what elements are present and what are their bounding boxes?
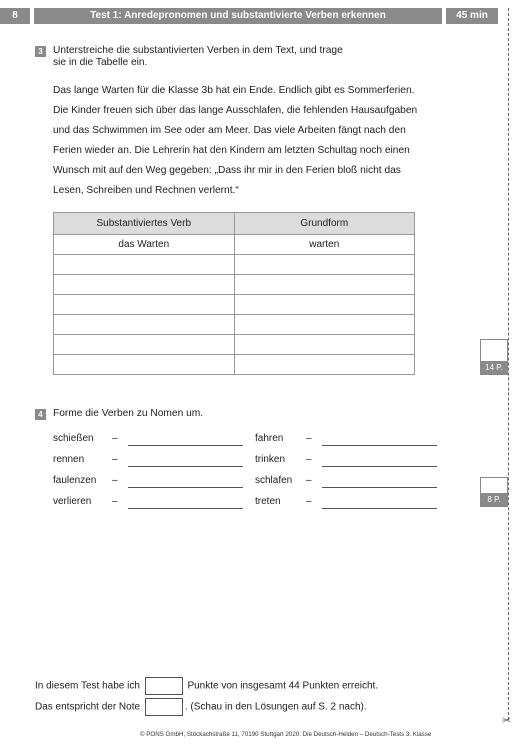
verb-trinken: trinken xyxy=(255,454,286,465)
text-line[interactable]: und das Schwimmen im See oder am Meer. Das viele Arbeiten fängt nach den xyxy=(53,125,406,136)
table-row xyxy=(54,315,415,335)
answer-line-fahren[interactable] xyxy=(322,445,437,446)
task-3-points-box[interactable] xyxy=(480,339,508,375)
task-4-instruction: Forme die Verben zu Nomen um. xyxy=(53,408,204,419)
table-row xyxy=(54,275,415,295)
cut-line xyxy=(508,8,509,720)
grade-text-before: Das entspricht der Note xyxy=(35,701,141,713)
table-cell-verb[interactable] xyxy=(54,255,235,275)
dash: – xyxy=(112,475,118,486)
page-header xyxy=(0,8,500,24)
answer-line-schlafen[interactable] xyxy=(322,487,437,488)
scissors-icon: ✂ xyxy=(502,715,512,727)
copyright: © PONS GmbH, Stöckachstraße 11, 70190 Stuttgart 2020. Die Deutsch-Helden – Deutsch-Tests 3. Klasse xyxy=(140,731,432,738)
dash: – xyxy=(306,433,312,444)
task-3-text xyxy=(53,81,473,201)
text-line[interactable]: Wunsch mit auf den Weg gegeben: „Dass ihr mir in den Ferien bloß nicht das xyxy=(53,165,401,176)
verb-faulenzen: faulenzen xyxy=(53,475,97,486)
table-cell-verb: das Warten xyxy=(54,235,235,255)
verb-fahren: fahren xyxy=(255,433,284,444)
task-3-points: 14 P. xyxy=(481,361,507,374)
task-3-number: 3 xyxy=(35,46,46,57)
task-4-points: 8 P. xyxy=(481,493,507,506)
text-line[interactable]: Die Kinder freuen sich über das lange Ausschlafen, die fehlenden Hausaufgaben xyxy=(53,105,418,116)
answer-line-schiessen[interactable] xyxy=(128,445,243,446)
table-row xyxy=(54,235,415,255)
verb-schlafen: schlafen xyxy=(255,475,293,486)
task-3-instruction-line-2: sie in die Tabelle ein. xyxy=(53,57,148,68)
task-3-instruction-line-1: Unterstreiche die substantivierten Verben in dem Text, und trage xyxy=(53,45,343,56)
table-cell-base[interactable] xyxy=(234,255,414,275)
answer-line-treten[interactable] xyxy=(322,508,437,509)
test-title: Test 1: Anredepronomen und substantivierte Verben erkennen xyxy=(34,8,442,24)
text-line[interactable]: Ferien wieder an. Die Lehrerin hat den Kindern am letzten Schultag noch einen xyxy=(53,145,410,156)
result-line xyxy=(35,677,378,695)
task-4-number: 4 xyxy=(35,409,46,420)
table-cell-verb[interactable] xyxy=(54,275,235,295)
grade-line xyxy=(35,698,367,716)
verb-schiessen: schießen xyxy=(53,433,94,444)
table-cell-base[interactable] xyxy=(234,315,414,335)
table-cell-base[interactable] xyxy=(234,355,414,375)
column-header-base-form: Grundform xyxy=(234,213,414,235)
text-line[interactable]: Lesen, Schreiben und Rechnen verlernt.“ xyxy=(53,185,239,196)
task-3-instruction xyxy=(53,45,343,69)
answer-line-faulenzen[interactable] xyxy=(128,487,243,488)
answer-line-rennen[interactable] xyxy=(128,466,243,467)
dash: – xyxy=(306,475,312,486)
table-cell-verb[interactable] xyxy=(54,315,235,335)
table-row xyxy=(54,355,415,375)
text-line[interactable]: Das lange Warten für die Klasse 3b hat ein Ende. Endlich gibt es Sommerferien. xyxy=(53,85,415,96)
table-cell-verb[interactable] xyxy=(54,335,235,355)
dash: – xyxy=(112,496,118,507)
answer-line-verlieren[interactable] xyxy=(128,508,243,509)
table-cell-base[interactable] xyxy=(234,275,414,295)
verb-rennen: rennen xyxy=(53,454,85,465)
dash: – xyxy=(306,454,312,465)
page-number: 8 xyxy=(0,8,30,24)
table-row xyxy=(54,295,415,315)
dash: – xyxy=(112,454,118,465)
test-time: 45 min xyxy=(446,8,498,24)
table-cell-base[interactable] xyxy=(234,295,414,315)
verb-table xyxy=(53,212,415,375)
table-cell-base: warten xyxy=(234,235,414,255)
table-row xyxy=(54,335,415,355)
table-cell-base[interactable] xyxy=(234,335,414,355)
table-header-row xyxy=(54,213,415,235)
dash: – xyxy=(306,496,312,507)
answer-line-trinken[interactable] xyxy=(322,466,437,467)
table-cell-verb[interactable] xyxy=(54,295,235,315)
grade-input-box[interactable] xyxy=(145,698,183,716)
verb-verlieren: verlieren xyxy=(53,496,92,507)
verb-treten: treten xyxy=(255,496,281,507)
column-header-substantivated-verb: Substantiviertes Verb xyxy=(54,213,235,235)
table-cell-verb[interactable] xyxy=(54,355,235,375)
dash: – xyxy=(112,433,118,444)
task-4-points-box[interactable] xyxy=(480,477,508,507)
table-row xyxy=(54,255,415,275)
result-text-before: In diesem Test habe ich xyxy=(35,680,140,692)
points-input-box[interactable] xyxy=(145,677,183,695)
grade-text-after: . (Schau in den Lösungen auf S. 2 nach). xyxy=(184,701,367,713)
result-text-after: Punkte von insgesamt 44 Punkten erreicht. xyxy=(187,680,379,692)
